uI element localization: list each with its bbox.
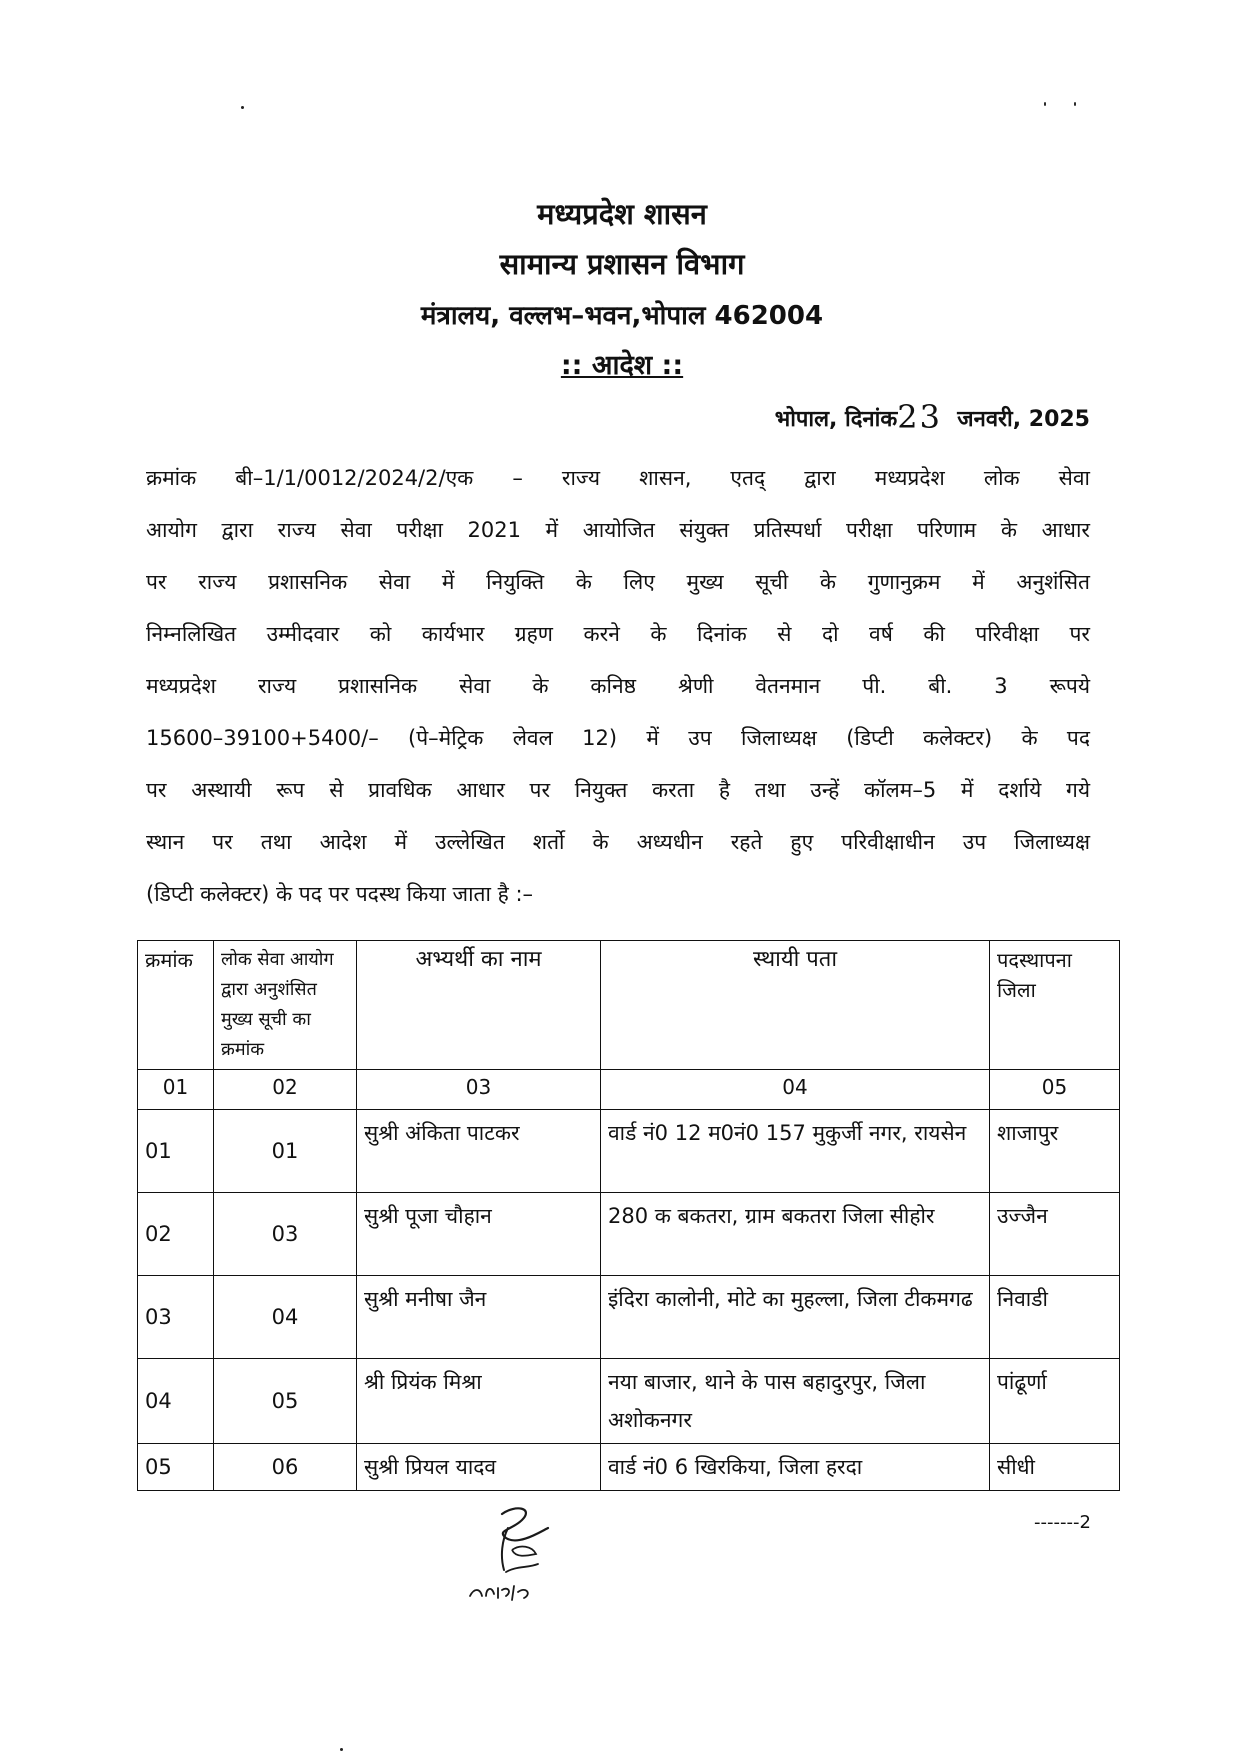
cell-district: शाजापुर (990, 1110, 1120, 1193)
cell-merit-number: 05 (214, 1359, 357, 1444)
cell-address: 280 क बकतरा, ग्राम बकतरा जिला सीहोर (601, 1193, 990, 1276)
cell-district: सीधी (990, 1444, 1120, 1491)
column-number: 05 (990, 1070, 1120, 1110)
cell-district: उज्जैन (990, 1193, 1120, 1276)
cell-name: सुश्री मनीषा जैन (357, 1276, 601, 1359)
column-number: 04 (601, 1070, 990, 1110)
cell-name: सुश्री पूजा चौहान (357, 1193, 601, 1276)
order-title: :: आदेश :: (560, 350, 684, 381)
cell-serial: 05 (138, 1444, 214, 1491)
body-line: पर अस्थायी रूप से प्रावधिक आधार पर नियुक्त करता है तथा उन्हें कॉलम–5 में दर्शाये गये (146, 778, 1090, 802)
header-permanent-address: स्थायी पता (601, 941, 990, 1070)
table-row (138, 1444, 1120, 1491)
cell-district: निवाडी (990, 1276, 1120, 1359)
table-row (138, 1276, 1120, 1359)
body-line: निम्नलिखित उम्मीदवार को कार्यभार ग्रहण करने के दिनांक से दो वर्ष की परिवीक्षा पर (146, 622, 1090, 646)
appointment-table (137, 940, 1120, 1491)
cell-serial: 01 (138, 1110, 214, 1193)
cell-serial: 02 (138, 1193, 214, 1276)
scan-speck (340, 1748, 343, 1751)
scan-speck (241, 106, 244, 109)
body-line: आयोग द्वारा राज्य सेवा परीक्षा 2021 में आयोजित संयुक्त प्रतिस्पर्धा परीक्षा परिणाम के आधार (146, 518, 1090, 542)
cell-merit-number: 06 (214, 1444, 357, 1491)
cell-name: सुश्री प्रियल यादव (357, 1444, 601, 1491)
cell-merit-number: 03 (214, 1193, 357, 1276)
column-number: 02 (214, 1070, 357, 1110)
header-candidate-name: अभ्यर्थी का नाम (357, 941, 601, 1070)
table-row (138, 1359, 1120, 1444)
body-line: (डिप्टी कलेक्टर) के पद पर पदस्थ किया जाता है :– (146, 882, 534, 906)
order-body (146, 452, 1090, 920)
column-number: 03 (357, 1070, 601, 1110)
scan-speck (1074, 102, 1076, 106)
cell-name: सुश्री अंकिता पाटकर (357, 1110, 601, 1193)
table-row (138, 1110, 1120, 1193)
dateline-suffix: जनवरी, 2025 (957, 407, 1090, 432)
header-posting-district: पदस्थापना जिला (990, 941, 1120, 1070)
cell-serial: 03 (138, 1276, 214, 1359)
body-line: क्रमांक बी–1/1/0012/2024/2/एक – राज्य शासन, एतद् द्वारा मध्यप्रदेश लोक सेवा (146, 466, 1090, 490)
cell-merit-number: 01 (214, 1110, 357, 1193)
header-serial: क्रमांक (138, 941, 214, 1070)
department-heading: सामान्य प्रशासन विभाग (499, 247, 745, 281)
header-merit-number: लोक सेवा आयोग द्वारा अनुशंसित मुख्य सूची का क्रमांक (214, 941, 357, 1070)
cell-address: वार्ड नं0 6 खिरकिया, जिला हरदा (601, 1444, 990, 1491)
address-heading: मंत्रालय, वल्लभ–भवन,भोपाल 462004 (420, 301, 824, 331)
column-number-row (138, 1070, 1120, 1110)
cell-address: इंदिरा कालोनी, मोटे का मुहल्ला, जिला टीकमगढ (601, 1276, 990, 1359)
cell-address: वार्ड नं0 12 म0नं0 157 मुकुर्जी नगर, रायसेन (601, 1110, 990, 1193)
government-heading: मध्यप्रदेश शासन (537, 197, 707, 231)
scan-speck (1044, 102, 1046, 106)
dateline (775, 398, 1090, 436)
table-row (138, 1193, 1120, 1276)
body-line: 15600–39100+5400/– (पे–मेट्रिक लेवल 12) में उप जिलाध्यक्ष (डिप्टी कलेक्टर) के पद (146, 726, 1090, 750)
body-line: पर राज्य प्रशासनिक सेवा में नियुक्ति के लिए मुख्य सूची के गुणानुक्रम में अनुशंसित (146, 570, 1090, 594)
page-continuation: -------2 (1034, 1512, 1091, 1533)
cell-district: पांढूर्णा (990, 1359, 1120, 1444)
dateline-day: 23 (897, 398, 942, 436)
handwritten-signature (462, 1500, 572, 1610)
cell-merit-number: 04 (214, 1276, 357, 1359)
cell-serial: 04 (138, 1359, 214, 1444)
dateline-prefix: भोपाल, दिनांक (774, 407, 898, 432)
body-line: मध्यप्रदेश राज्य प्रशासनिक सेवा के कनिष्ठ श्रेणी वेतनमान पी. बी. 3 रूपये (146, 674, 1090, 698)
column-number: 01 (138, 1070, 214, 1110)
cell-address: नया बाजार, थाने के पास बहादुरपुर, जिला अशोकनगर (601, 1359, 990, 1444)
cell-name: श्री प्रियंक मिश्रा (357, 1359, 601, 1444)
body-line: स्थान पर तथा आदेश में उल्लेखित शर्तो के अध्यधीन रहते हुए परिवीक्षाधीन उप जिलाध्यक्ष (146, 830, 1090, 854)
table-header-row (138, 941, 1120, 1070)
